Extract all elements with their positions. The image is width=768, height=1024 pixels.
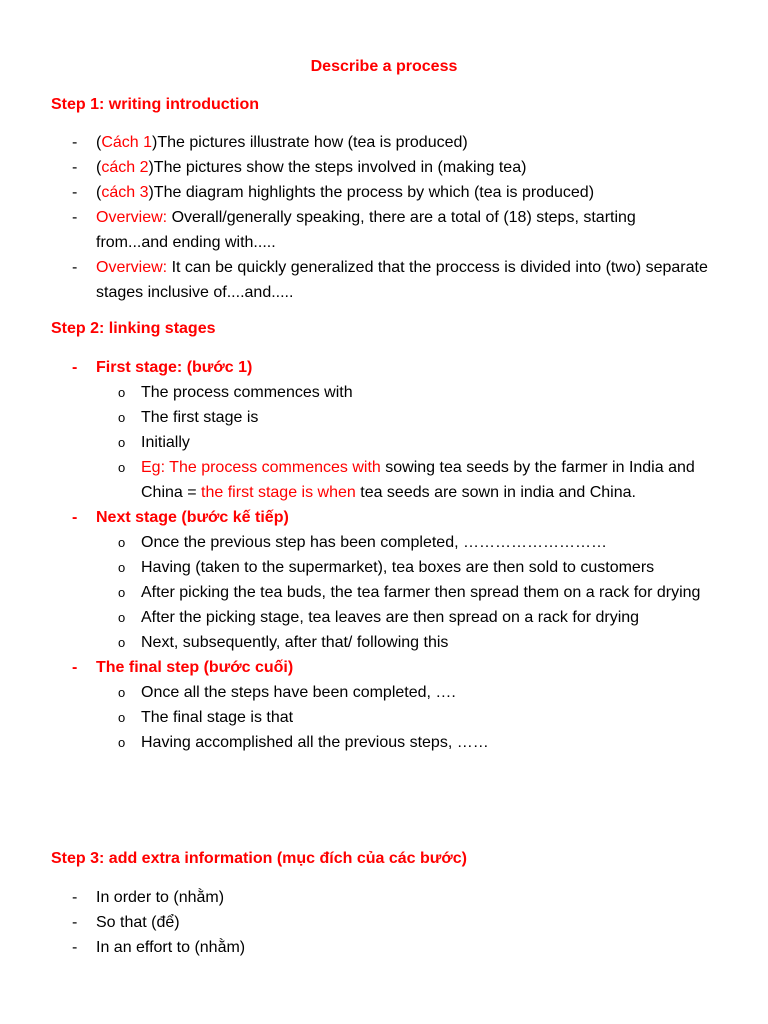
stage-phrase-list (96, 680, 711, 755)
circle-bullet: o (118, 735, 126, 750)
stage-next (51, 505, 711, 655)
dash-bullet: - (72, 359, 78, 376)
stage-label: Next stage (bước kế tiếp) (96, 509, 289, 526)
phrase-item: o The process commences with (96, 380, 711, 405)
stage-phrase-list (96, 530, 711, 655)
dash-bullet: - (72, 889, 78, 906)
stage-final (51, 655, 711, 755)
dash-bullet: - (72, 914, 78, 931)
step3-item: - In order to (nhằm) (51, 885, 711, 910)
circle-bullet: o (118, 610, 126, 625)
phrase-item: o The first stage is (96, 405, 711, 430)
step2-stage-list (51, 355, 711, 755)
circle-bullet: o (118, 535, 126, 550)
circle-bullet: o (118, 460, 126, 475)
step3-heading: Step 3: add extra information (mục đích của các bước) (51, 850, 467, 867)
phrase-item: o Next, subsequently, after that/ following this (96, 630, 711, 655)
circle-bullet: o (118, 685, 126, 700)
stage-first (51, 355, 711, 505)
dash-bullet: - (72, 259, 78, 276)
step1-item: - Overview: It can be quickly generalized that the proccess is divided into (two) separate stages inclusive of....and..... (51, 255, 711, 305)
dash-bullet: - (72, 659, 78, 676)
circle-bullet: o (118, 560, 126, 575)
step3-list (51, 885, 711, 960)
phrase-item: o The final stage is that (96, 705, 711, 730)
page-title: Describe a process (310, 58, 458, 75)
phrase-item: o Having (taken to the supermarket), tea boxes are then sold to customers (96, 555, 711, 580)
step2-heading: Step 2: linking stages (51, 320, 216, 337)
circle-bullet: o (118, 385, 126, 400)
dash-bullet: - (72, 134, 78, 151)
dash-bullet: - (72, 159, 78, 176)
method-label: cách 2 (101, 159, 149, 176)
dash-bullet: - (72, 509, 78, 526)
method-label: cách 3 (101, 184, 149, 201)
phrase-item: o After picking the tea buds, the tea farmer then spread them on a rack for drying (96, 580, 711, 605)
step3-item: - So that (để) (51, 910, 711, 935)
step1-heading: Step 1: writing introduction (51, 96, 259, 113)
step1-item: - (cách 3)The diagram highlights the process by which (tea is produced) (51, 180, 711, 205)
circle-bullet: o (118, 435, 126, 450)
step3-item: - In an effort to (nhằm) (51, 935, 711, 960)
dash-bullet: - (72, 939, 78, 956)
step1-item: - (cách 2)The pictures show the steps involved in (making tea) (51, 155, 711, 180)
phrase-item: o Once the previous step has been completed, ……………………… (96, 530, 711, 555)
phrase-item: o Initially (96, 430, 711, 455)
stage-label: The final step (bước cuối) (96, 659, 294, 676)
stage-phrase-list (96, 380, 711, 505)
dash-bullet: - (72, 184, 78, 201)
method-label: Cách 1 (101, 134, 153, 151)
phrase-item: o Having accomplished all the previous steps, …… (96, 730, 711, 755)
circle-bullet: o (118, 635, 126, 650)
stage-label: First stage: (bước 1) (96, 359, 253, 376)
step1-list (51, 130, 711, 305)
phrase-item: o Once all the steps have been completed, …. (96, 680, 711, 705)
dash-bullet: - (72, 209, 78, 226)
phrase-item: o After the picking stage, tea leaves are then spread on a rack for drying (96, 605, 711, 630)
circle-bullet: o (118, 410, 126, 425)
step1-item: - (Cách 1)The pictures illustrate how (tea is produced) (51, 130, 711, 155)
step1-item: - Overview: Overall/generally speaking, there are a total of (18) steps, starting from...and ending with..... (51, 205, 711, 255)
phrase-item: o Eg: The process commences with sowing tea seeds by the farmer in India and China = the first stage is when tea seeds are sown in india and China. (96, 455, 711, 505)
circle-bullet: o (118, 710, 126, 725)
circle-bullet: o (118, 585, 126, 600)
overview-label: Overview: (96, 259, 168, 276)
overview-label: Overview: (96, 209, 168, 226)
